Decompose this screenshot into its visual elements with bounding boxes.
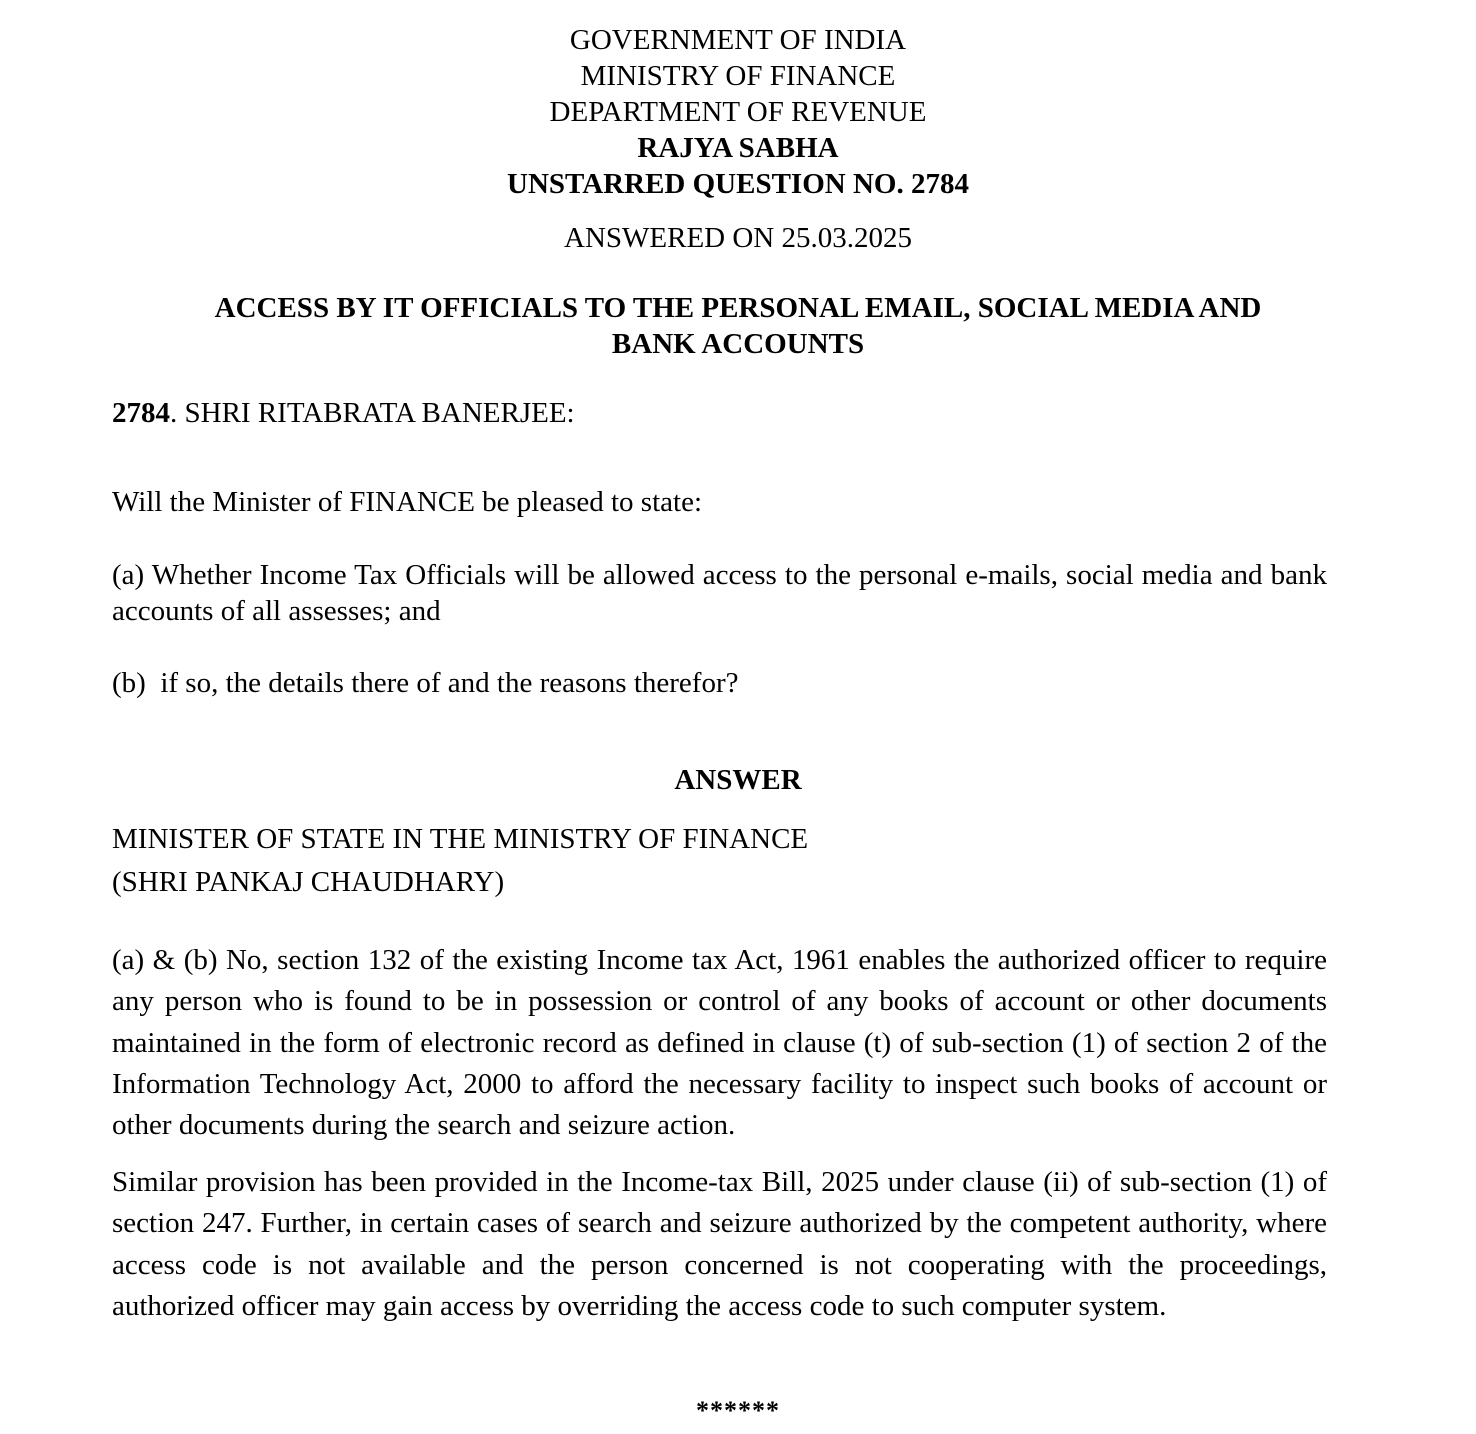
question-number-line xyxy=(112,395,1327,431)
document-header xyxy=(0,22,1476,202)
header-ministry: MINISTRY OF FINANCE xyxy=(580,60,896,92)
answer-paragraph-1: (a) & (b) No, section 132 of the existing Income tax Act, 1961 enables the authorized officer to require any person who is found to be in possession or control of any books of account or other documents maintained in the form of electronic record as defined in clause (t) of sub-section (1) of section 2 of the Information Technology Act, 2000 to afford the necessary facility to inspect such books of account or other documents during the search and seizure action. xyxy=(112,944,1327,1142)
question-part-b: (b) if so, the details there of and the reasons therefor? xyxy=(112,667,739,699)
question-intro: Will the Minister of FINANCE be pleased to state: xyxy=(112,486,702,518)
answered-date: ANSWERED ON 25.03.2025 xyxy=(564,222,912,254)
header-house: RAJYA SABHA xyxy=(637,132,839,164)
answer-heading: ANSWER xyxy=(674,764,802,796)
minister-title: MINISTER OF STATE IN THE MINISTRY OF FINANCE xyxy=(112,823,809,855)
question-member: . SHRI RITABRATA BANERJEE: xyxy=(170,397,575,429)
header-department: DEPARTMENT OF REVENUE xyxy=(549,96,927,128)
header-question-type: UNSTARRED QUESTION NO. 2784 xyxy=(507,168,969,200)
minister-name: (SHRI PANKAJ CHAUDHARY) xyxy=(112,866,505,898)
subject-line-1: ACCESS BY IT OFFICIALS TO THE PERSONAL EMAIL, SOCIAL MEDIA AND xyxy=(214,292,1262,324)
question-subject xyxy=(0,290,1476,362)
question-number: 2784 xyxy=(112,397,170,429)
header-government: GOVERNMENT OF INDIA xyxy=(569,24,907,56)
answer-paragraph-2: Similar provision has been provided in the Income-tax Bill, 2025 under clause (ii) of sub-section (1) of section 247. Further, in certain cases of search and seizure authorized by the competent authority, where access code is not available and the person concerned is not cooperating with the proceedings, authorized officer may gain access by overriding the access code to such computer system. xyxy=(112,1166,1327,1322)
answer-minister xyxy=(112,818,1327,904)
subject-line-2: BANK ACCOUNTS xyxy=(611,328,865,360)
end-marker: ****** xyxy=(696,1396,780,1425)
question-part-a: (a) Whether Income Tax Officials will be allowed access to the personal e-mails, social media and bank accounts of all assesses; and xyxy=(112,559,1327,627)
